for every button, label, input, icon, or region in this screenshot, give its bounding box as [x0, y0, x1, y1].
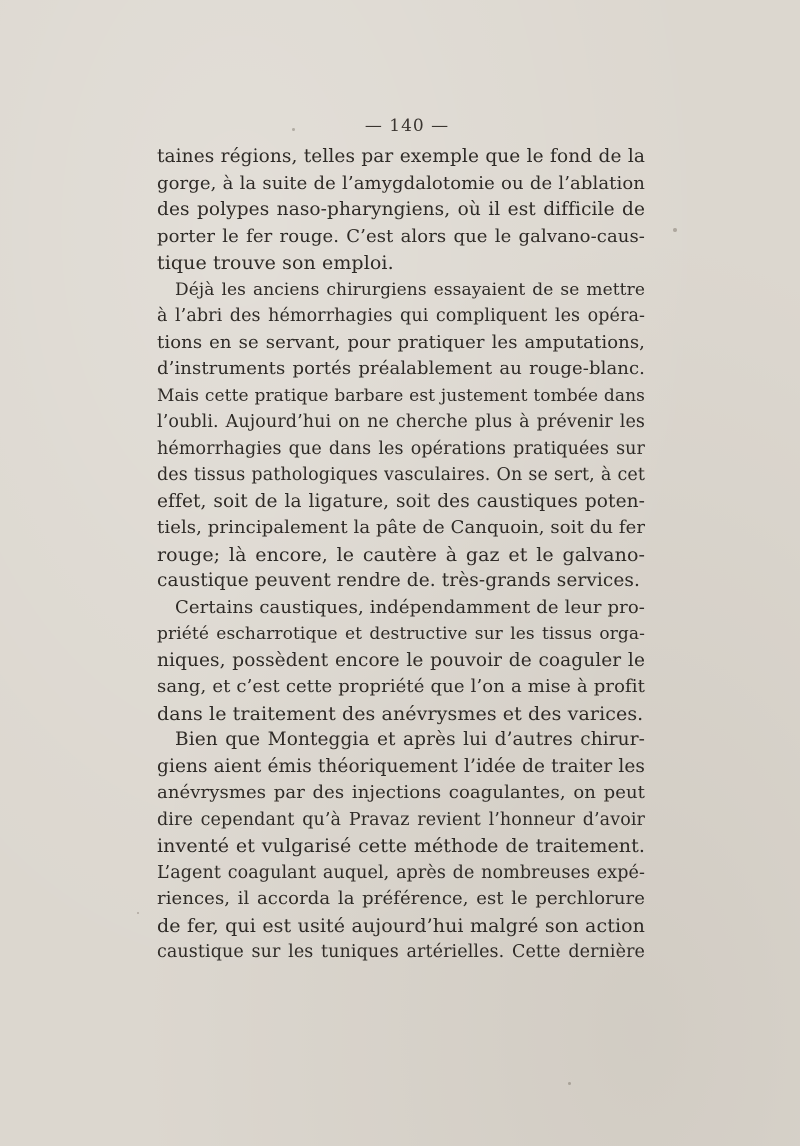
- text-line: Déjà les anciens chirurgiens essayaient de se mettre: [175, 279, 645, 300]
- text-line: Bien que Monteggia et après lui d’autres chirur-: [175, 729, 645, 750]
- text-line: priété escharrotique et destructive sur les tissus orga-: [157, 624, 645, 644]
- text-line: dire cependant qu’à Pravaz revient l’honneur d’avoir: [157, 809, 645, 830]
- text-line: Mais cette pratique barbare est justement tombée dans: [157, 385, 645, 406]
- text-line: niques, possèdent encore le pouvoir de coaguler le: [157, 649, 645, 671]
- paper-speck: [137, 912, 139, 914]
- text-line: rouge; là encore, le cautère à gaz et le galvano-: [157, 543, 645, 566]
- text-line: Certains caustiques, indépendamment de leur pro-: [175, 596, 645, 618]
- text-line: L’agent coagulant auquel, après de nombreuses expé-: [157, 862, 645, 883]
- body-text: [157, 144, 645, 966]
- text-line: tions en se servant, pour pratiquer les amputations,: [157, 331, 645, 353]
- text-line: à l’abri des hémorrhagies qui compliquent les opéra-: [157, 306, 645, 326]
- paper-speck: [292, 128, 295, 131]
- text-line: inventé et vulgarisé cette méthode de traitement.: [157, 835, 645, 857]
- text-line: des polypes naso-pharyngiens, où il est difficile de: [157, 199, 645, 220]
- text-line: effet, soit de la ligature, soit des caustiques poten-: [157, 490, 645, 512]
- text-line: d’instruments portés préalablement au rouge-blanc.: [157, 358, 645, 379]
- text-line: dans le traitement des anévrysmes et des varices.: [157, 702, 644, 725]
- text-line: tique trouve son emploi.: [157, 252, 394, 274]
- text-line: sang, et c’est cette propriété que l’on a mise à profit: [157, 676, 645, 697]
- text-line: porter le fer rouge. C’est alors que le galvano-caus-: [157, 225, 645, 247]
- text-line: de fer, qui est usité aujourd’hui malgré son action: [157, 914, 645, 937]
- paper-speck: [673, 228, 677, 232]
- text-line: caustique peuvent rendre de. très-grands services.: [157, 570, 641, 591]
- text-line: taines régions, telles par exemple que le fond de la: [157, 146, 645, 167]
- text-line: l’oubli. Aujourd’hui on ne cherche plus à prévenir les: [157, 412, 645, 432]
- text-line: anévrysmes par des injections coagulantes, on peut: [157, 782, 645, 803]
- text-line: gorge, à la suite de l’amygdalotomie ou de l’ablation: [157, 172, 645, 194]
- paper-speck: [568, 1082, 571, 1085]
- text-line: des tissus pathologiques vasculaires. On se sert, à cet: [157, 465, 645, 485]
- page-number: — 140 —: [364, 116, 450, 136]
- text-line: hémorrhagies que dans les opérations pratiquées sur: [157, 438, 645, 459]
- text-line: caustique sur les tuniques artérielles. Cette dernière: [157, 942, 645, 962]
- text-line: riences, il accorda la préférence, est le perchlorure: [157, 888, 645, 909]
- text-line: tiels, principalement la pâte de Canquoin, soit du fer: [157, 517, 646, 538]
- text-line: giens aient émis théoriquement l’idée de traiter les: [157, 755, 645, 777]
